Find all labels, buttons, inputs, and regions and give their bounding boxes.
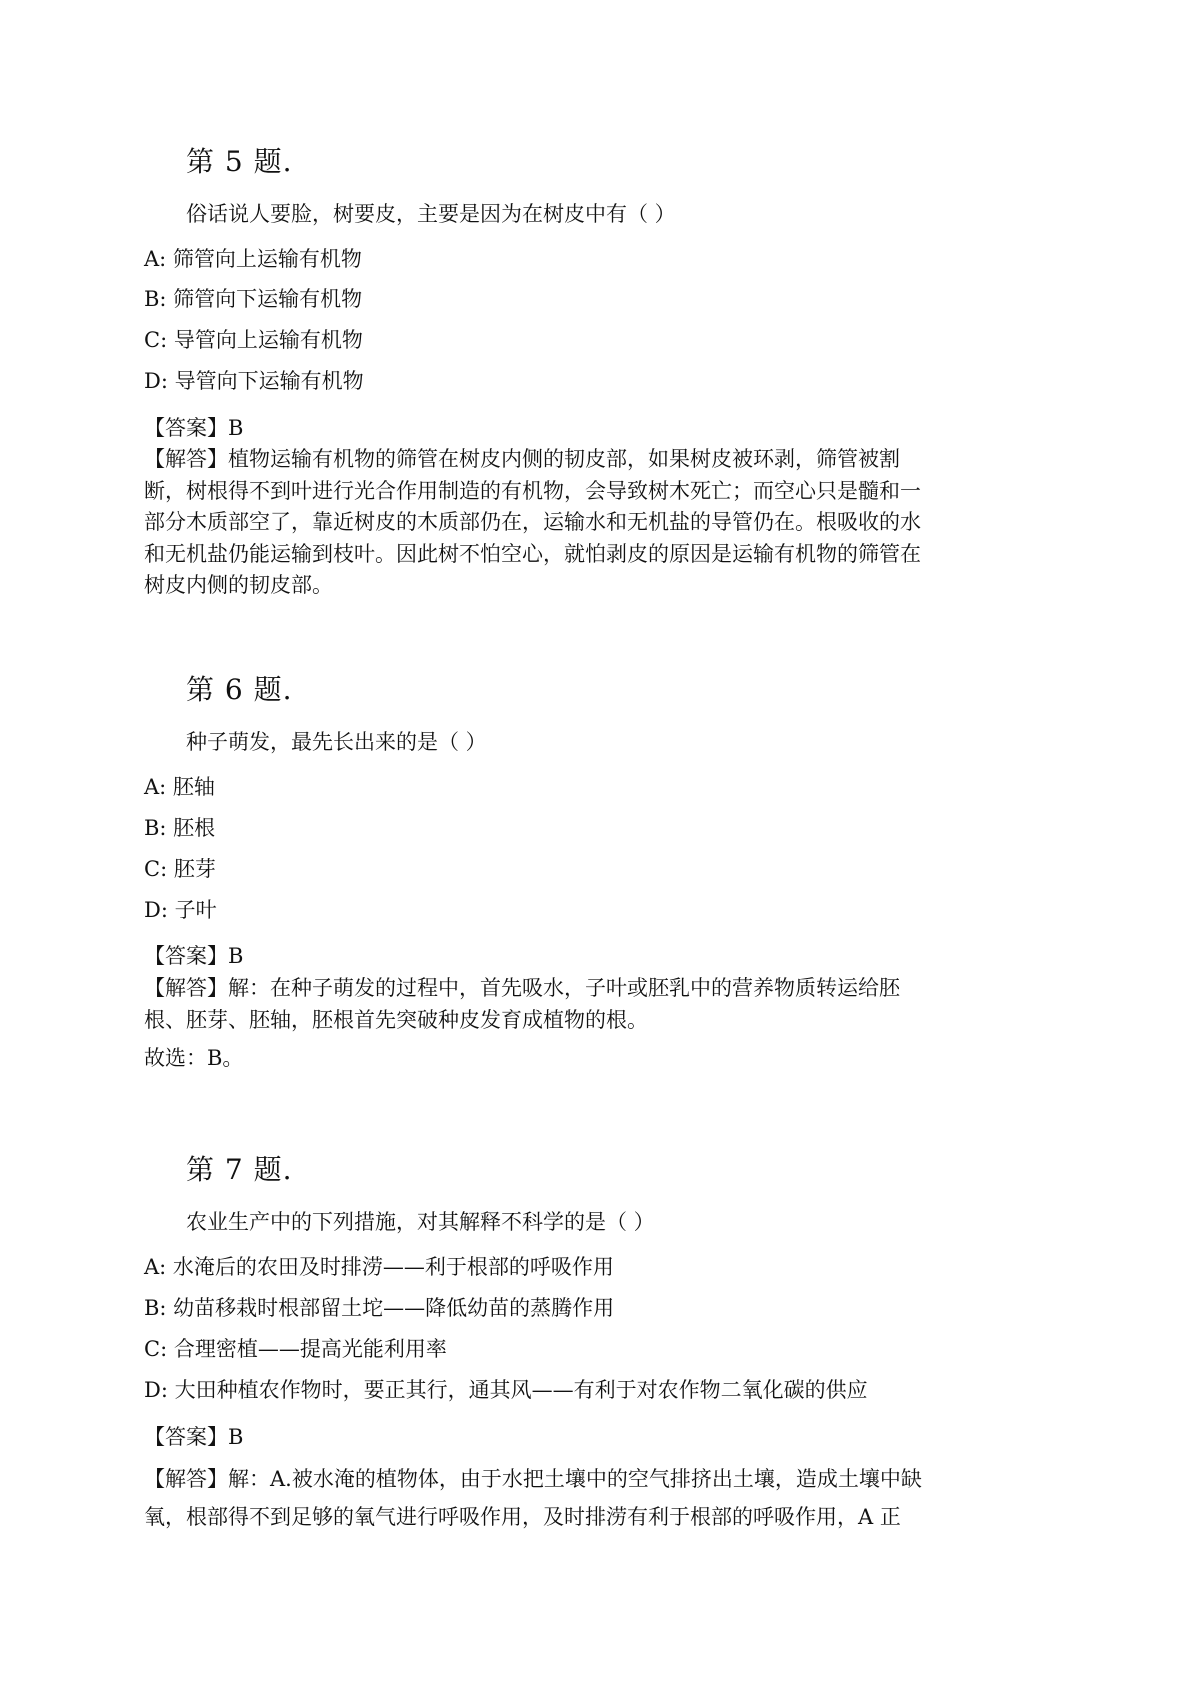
answer: 【答案】B [144, 416, 244, 440]
explanation [144, 973, 1044, 1036]
explanation-line: 【解答】解：在种子萌发的过程中，首先吸水，子叶或胚乳中的营养物质转运给胚 [144, 976, 900, 1000]
explanation [144, 1460, 1044, 1536]
option-a: A: 胚轴 [144, 775, 215, 799]
explanation-line: 树皮内侧的韧皮部。 [144, 573, 333, 597]
explanation-line: 氧，根部得不到足够的氧气进行呼吸作用，及时排涝有利于根部的呼吸作用，A 正 [144, 1505, 901, 1529]
option-b: B: 胚根 [144, 816, 216, 840]
explanation-line: 和无机盐仍能运输到枝叶。因此树不怕空心，就怕剥皮的原因是运输有机物的筛管在 [144, 541, 921, 566]
option-a: A: 水淹后的农田及时排涝——利于根部的呼吸作用 [144, 1255, 614, 1279]
explanation-line: 【解答】植物运输有机物的筛管在树皮内侧的韧皮部，如果树皮被环剥，筛管被割 [144, 447, 900, 471]
option-b: B: 幼苗移栽时根部留土坨——降低幼苗的蒸腾作用 [144, 1296, 615, 1320]
explanation-line: 【解答】解：A.被水淹的植物体，由于水把土壤中的空气排挤出土壤，造成土壤中缺 [144, 1467, 922, 1491]
explanation-line: 部分木质部空了，靠近树皮的木质部仍在，运输水和无机盐的导管仍在。根吸收的水 [144, 510, 921, 534]
question-title: 第 6 题. [186, 673, 293, 706]
explanation-line: 根、胚芽、胚轴，胚根首先突破种皮发育成植物的根。 [144, 1007, 648, 1032]
question-title: 第 7 题. [186, 1153, 293, 1186]
option-c: C: 导管向上运输有机物 [144, 328, 363, 352]
option-c: C: 胚芽 [144, 857, 216, 881]
option-d: D: 子叶 [144, 898, 217, 922]
option-d: D: 大田种植农作物时，要正其行，通其风——有利于对农作物二氧化碳的供应 [144, 1378, 868, 1402]
option-b: B: 筛管向下运输有机物 [144, 287, 363, 311]
question-title: 第 5 题. [186, 145, 293, 178]
option-a: A: 筛管向上运输有机物 [144, 247, 362, 271]
explanation-line: 断，树根得不到叶进行光合作用制造的有机物，会导致树木死亡；而空心只是髓和一 [144, 478, 921, 503]
question-stem: 俗话说人要脸，树要皮，主要是因为在树皮中有（ ） [186, 202, 676, 226]
explanation [144, 444, 1044, 602]
answer: 【答案】B [144, 944, 244, 968]
question-stem: 种子萌发，最先长出来的是（ ） [186, 730, 487, 754]
option-c: C: 合理密植——提高光能利用率 [144, 1337, 447, 1361]
final-choice: 故选：B。 [144, 1046, 244, 1070]
question-stem: 农业生产中的下列措施，对其解释不科学的是（ ） [186, 1210, 655, 1234]
answer: 【答案】B [144, 1425, 244, 1449]
option-d: D: 导管向下运输有机物 [144, 369, 364, 393]
